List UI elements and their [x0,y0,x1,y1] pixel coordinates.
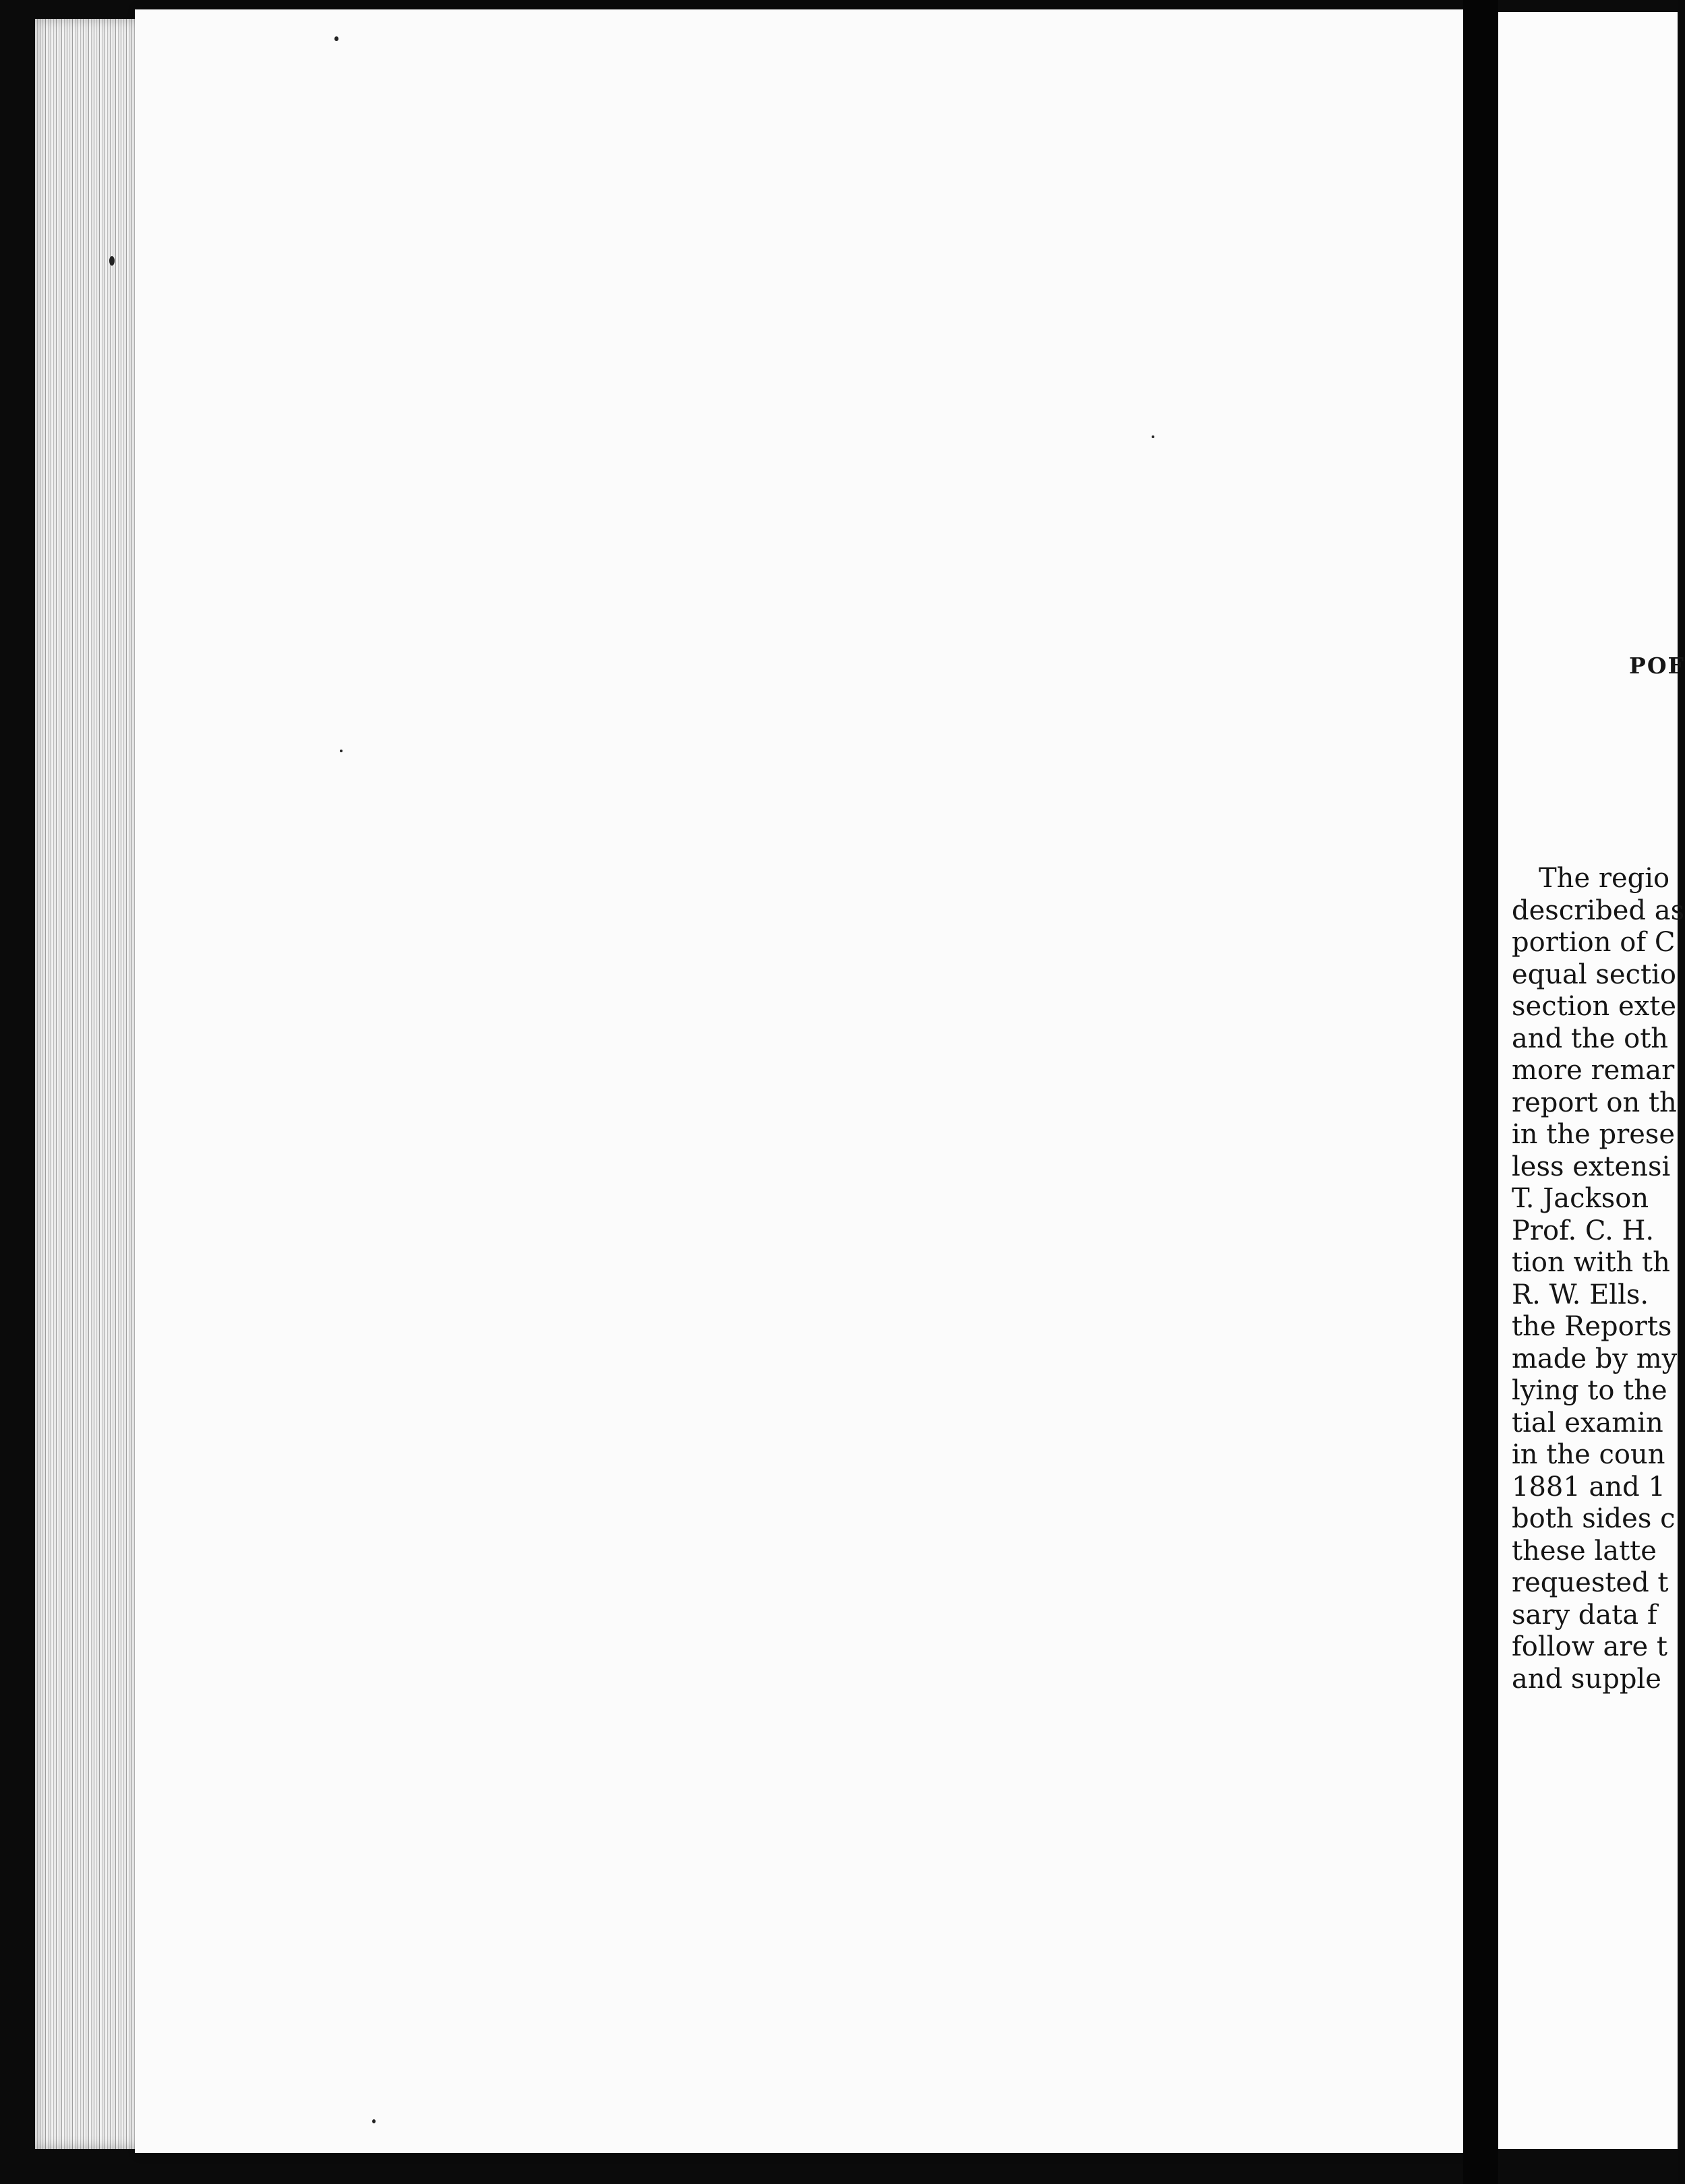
text-line: Prof. C. H. [1512,1215,1655,1246]
left-page-blank [135,9,1463,2153]
text-line: report on th [1512,1087,1677,1118]
speck [109,256,115,266]
text-line: equal sectio [1512,959,1676,990]
text-line: 1881 and 1 [1512,1471,1665,1503]
gutter [1463,0,1498,2184]
text-line: less extensi [1512,1151,1671,1182]
text-line: more remar [1512,1055,1675,1086]
page-edge-stack [35,19,143,2149]
text-line: described as [1512,894,1685,926]
text-line: lying to the [1512,1375,1667,1406]
text-line: sary data f [1512,1599,1657,1631]
text-line: and the oth [1512,1023,1669,1054]
text-line: T. Jackson [1512,1183,1649,1214]
text-line: and supple [1512,1663,1661,1695]
speck [334,36,338,41]
speck [372,2119,376,2123]
text-line: requested t [1512,1567,1669,1598]
chapter-heading: POF [1629,653,1685,679]
text-line: The regio [1539,863,1670,894]
text-line: in the prese [1512,1119,1676,1150]
speck [340,750,343,752]
text-line: in the coun [1512,1439,1665,1470]
body-text [1512,863,1684,1695]
text-line: tial examin [1512,1407,1663,1438]
right-page [1498,12,1685,2149]
text-line: the Reports [1512,1311,1672,1342]
text-line: made by my [1512,1343,1678,1374]
text-line: follow are t [1512,1631,1667,1662]
text-line: R. W. Ells. [1512,1279,1649,1310]
text-line: portion of C [1512,927,1676,958]
text-line: both sides c [1512,1503,1676,1534]
speck [1152,435,1154,438]
text-line: these latte [1512,1535,1657,1567]
text-line: tion with th [1512,1247,1670,1278]
text-line: section exte [1512,991,1677,1022]
